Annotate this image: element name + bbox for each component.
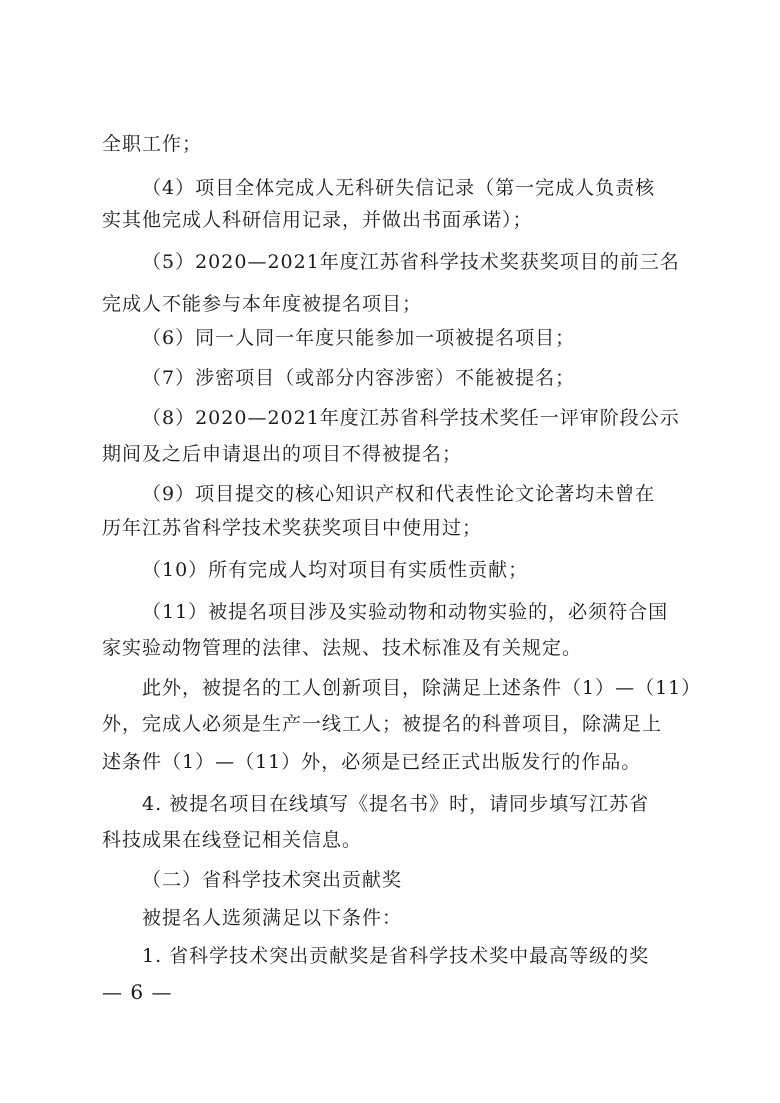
text-line: 4. 被提名项目在线填写《提名书》时，请同步填写江苏省	[142, 793, 650, 815]
page-number: — 6 —	[102, 980, 173, 1004]
text-line: 完成人不能参与本年度被提名项目；	[102, 293, 423, 315]
text-line: （9）项目提交的核心知识产权和代表性论文论著均未曾在	[142, 483, 656, 505]
text-line: 此外，被提名的工人创新项目，除满足上述条件（1）—（11）	[142, 677, 702, 699]
text-line: （7）涉密项目（或部分内容涉密）不能被提名；	[142, 367, 576, 389]
text-line: 全职工作；	[102, 133, 203, 155]
text-line: 述条件（1）—（11）外，必须是已经正式出版发行的作品。	[102, 751, 642, 773]
text-line: 期间及之后申请退出的项目不得被提名；	[102, 443, 463, 465]
text-line: （6）同一人同一年度只能参加一项被提名项目；	[142, 327, 576, 349]
text-line: （4）项目全体完成人无科研失信记录（第一完成人负责核	[142, 177, 656, 199]
text-line: （11）被提名项目涉及实验动物和动物实验的，必须符合国	[142, 601, 669, 623]
section-heading: （二）省科学技术突出贡献奖	[142, 869, 403, 891]
text-line: 家实验动物管理的法律、法规、技术标准及有关规定。	[102, 637, 583, 659]
text-line: （5）2020—2021年度江苏省科学技术奖获奖项目的前三名	[142, 251, 680, 273]
text-line: 1. 省科学技术突出贡献奖是省科学技术奖中最高等级的奖	[142, 945, 650, 967]
text-line: 历年江苏省科学技术奖获奖项目中使用过；	[102, 517, 483, 539]
text-line: 外，完成人必须是生产一线工人；被提名的科普项目，除满足上	[102, 713, 663, 735]
text-line: （8）2020—2021年度江苏省科学技术奖任一评审阶段公示	[142, 407, 680, 429]
text-line: 科技成果在线登记相关信息。	[102, 829, 363, 851]
text-line: 实其他完成人科研信用记录，并做出书面承诺）；	[102, 209, 533, 231]
text-line: 被提名人选须满足以下条件：	[142, 907, 403, 929]
text-line: （10）所有完成人均对项目有实质性贡献；	[142, 559, 529, 581]
